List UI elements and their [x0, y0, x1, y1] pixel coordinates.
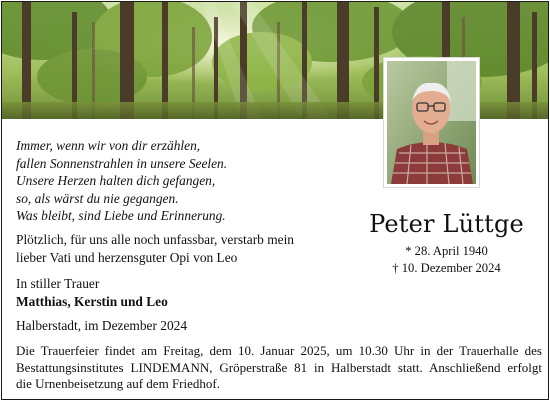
obituary-notice: [1, 1, 549, 400]
mourning-intro: In stiller Trauer: [16, 276, 100, 291]
memorial-poem: [16, 137, 346, 225]
funeral-line: die Urnenbeisetzung auf dem Friedhof.: [16, 376, 220, 391]
poem-line: Immer, wenn wir von dir erzählen,: [16, 138, 201, 153]
deceased-name: Peter Lüttge: [369, 210, 524, 238]
funeral-details: [16, 343, 542, 393]
announcement-line: Plötzlich, für uns alle noch unfassbar, verstarb mein: [16, 232, 294, 247]
portrait-photo: [383, 57, 480, 188]
mourners-block: [16, 275, 351, 311]
life-dates: [354, 243, 539, 277]
poem-line: fallen Sonnenstrahlen in unsere Seelen.: [16, 155, 228, 171]
place-and-date: Halberstadt, im Dezember 2024: [16, 318, 188, 333]
announcement-line: lieber Vati und herzensguter Opi von Leo: [16, 250, 238, 265]
poem-line: Was bleibt, sind Liebe und Erinnerung.: [16, 208, 226, 224]
funeral-line: Die Trauerfeier findet am Freitag, dem 10. Januar 2025, um 10.30 Uhr in der Trauerhalle des: [16, 343, 542, 358]
birth-date: * 28. April 1940: [405, 244, 488, 258]
mourner-names: Matthias, Kerstin und Leo: [16, 294, 168, 309]
poem-line: so, als wärst du nie gegangen.: [16, 190, 179, 206]
death-announcement: [16, 231, 351, 267]
poem-line: Unsere Herzen halten dich gefangen,: [16, 173, 216, 189]
death-date: † 10. Dezember 2024: [392, 261, 501, 275]
funeral-line: Bestattungsinstitutes LINDEMANN, Gröperstraße 81 in Halberstadt statt. Anschließend erfolgt: [16, 359, 542, 375]
